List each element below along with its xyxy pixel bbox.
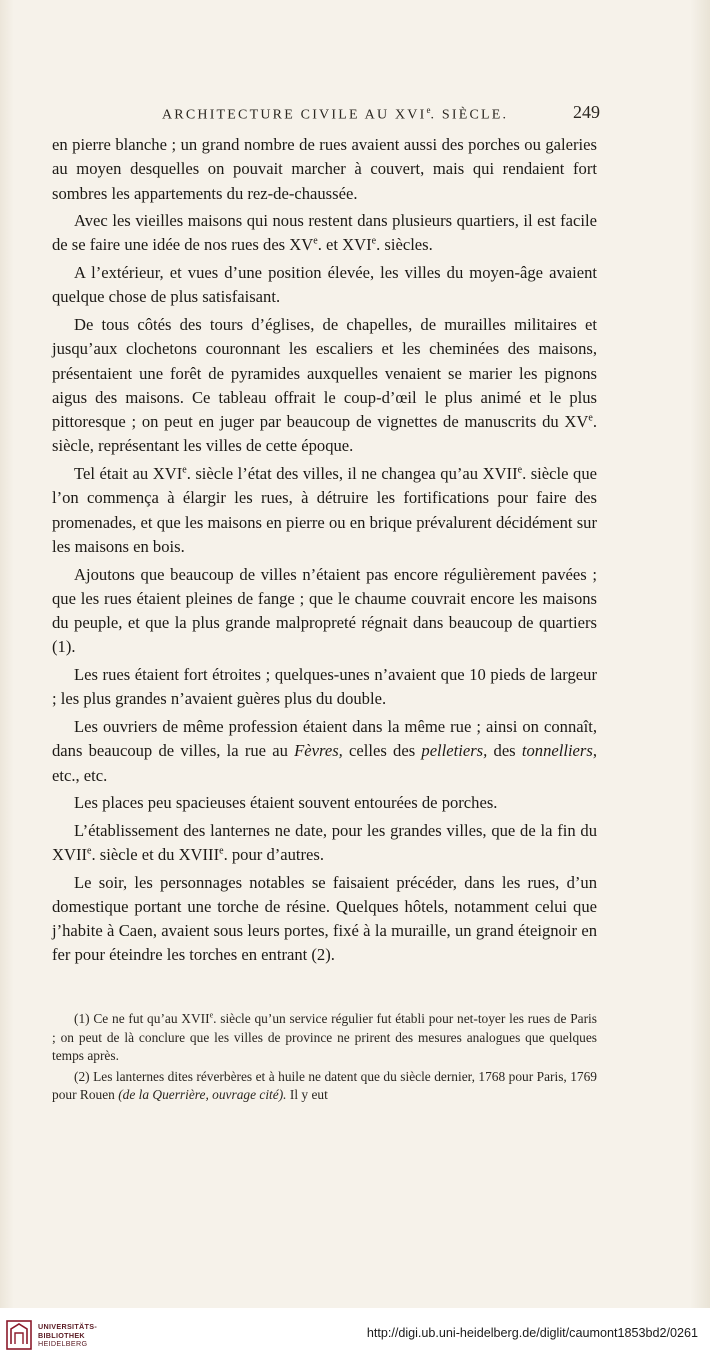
superscript: e: [313, 235, 318, 247]
text-run: Les places peu spacieuses étaient souvent entourées de porches.: [74, 793, 498, 813]
text-run: . siècle et du XVIII: [91, 844, 220, 864]
text-run: . siècles.: [376, 235, 433, 255]
italic-text: tonnelliers: [521, 741, 593, 761]
body-text: [52, 133, 597, 971]
text-run: (2) Les lanternes dites réverbères et à huile ne datent que du siècle dernier, 1768 pour Paris, 1769 pour Rouen: [52, 1068, 597, 1103]
text-run: des: [487, 741, 522, 761]
ub-heidelberg-logo-icon[interactable]: [6, 1320, 32, 1350]
text-run: Les ouvriers de même profession étaient dans la même rue ; ainsi on connaît, dans beaucoup de villes, la rue au: [52, 716, 597, 761]
paragraph: [52, 715, 597, 788]
paragraph: [52, 133, 597, 206]
text-run: . siècle, représentant les villes de cette époque.: [52, 412, 597, 456]
library-name: [38, 1323, 97, 1349]
footnote: [52, 1068, 597, 1105]
superscript: e: [371, 235, 377, 247]
paragraph: [52, 563, 597, 660]
text-run: Avec les vieilles maisons qui nous restent dans plusieurs quartiers, il est facile de se faire une idée de nos rues des XV: [52, 211, 597, 255]
running-header: [52, 102, 600, 129]
text-run: . siècle que l’on commença à élargir les rues, à détruire les fortifications pour faire des promenades, et que les maisons en pierre ou en brique prévalurent décidément sur les maisons en bois.: [52, 464, 597, 556]
paragraph: [52, 261, 597, 310]
text-run: . et XVI: [317, 235, 372, 255]
library-name-line3: HEIDELBERG: [38, 1339, 88, 1348]
text-run: . siècle l’état des villes, il ne changea qu’au XVII: [186, 464, 518, 484]
superscript: e: [209, 1010, 214, 1020]
text-run: Les rues étaient fort étroites ; quelques-unes n’avaient que 10 pieds de largeur ; les plus grandes n’avaient guères plus du double.: [52, 665, 597, 709]
text-run: Tel était au XVI: [74, 464, 183, 484]
italic-text: (de la Querrière, ouvrage cité).: [118, 1087, 287, 1103]
library-name-line2: BIBLIOTHEK: [38, 1330, 85, 1340]
running-title: ARCHITECTURE CIVILE AU XVIe. SIÈCLE.: [162, 105, 509, 123]
paragraph: [52, 663, 597, 712]
italic-text: Fèvres,: [294, 741, 343, 761]
page-number: 249: [573, 102, 600, 122]
text-run: , etc., etc.: [52, 741, 597, 785]
text-run: Il y eut: [286, 1087, 328, 1103]
superscript: e: [588, 412, 593, 424]
italic-text: pelletiers,: [421, 741, 488, 761]
text-run: L’établissement des lanternes ne date, pour les grandes villes, que de la fin du XVII: [52, 820, 597, 864]
text-run: De tous côtés des tours d’églises, de chapelles, de murailles militaires et jusqu’aux clochetons couronnant les escaliers et les cheminées des maisons, présentaient une forêt de pyramides auxquelles venaient se marier les pignons aigus des maisons. Ce tableau offrait le coup-d’œil le plus animé et le plus pittoresque ; on peut en juger par beaucoup de vignettes de manuscrits du XV: [52, 314, 597, 432]
paragraph: [52, 313, 597, 459]
library-name-line1: UNIVERSITÄTS-: [38, 1322, 98, 1331]
footnotes: [52, 1010, 597, 1107]
superscript: e: [87, 845, 92, 857]
text-run: (1) Ce ne fut qu’au XVII: [74, 1011, 210, 1026]
superscript: e: [517, 464, 523, 476]
paragraph: [52, 871, 597, 968]
paragraph: [52, 209, 597, 258]
paragraph: [52, 791, 597, 815]
paragraph: [52, 819, 597, 868]
text-run: A l’extérieur, et vues d’une position élevée, les villes du moyen-âge avaient quelque chose de plus satisfaisant.: [52, 263, 597, 307]
footnote: [52, 1010, 597, 1066]
superscript: e: [219, 845, 224, 857]
text-run: en pierre blanche ; un grand nombre de rues avaient aussi des porches ou galeries au moyen desquelles on pouvait marcher à couvert, mais qui rendaient fort sombres les appartements du rez-de-chaussée.: [52, 135, 597, 203]
text-run: . siècle qu’un service régulier fut établi pour net-toyer les rues de Paris ; on peut de là conclure que les villes de province ne prirent des mesures analogues que quelques temps après.: [52, 1011, 597, 1064]
text-run: Ajoutons que beaucoup de villes n’étaient pas encore régulièrement pavées ; que les rues étaient pleines de fange ; que le chaume couvrait encore les maisons du peuple, et que la plus grande malpropreté régnait dans beaucoup de quartiers (1).: [52, 564, 597, 657]
superscript: e: [182, 464, 187, 476]
text-run: Le soir, les personnages notables se faisaient précéder, dans les rues, d’un domestique portant une torche de résine. Quelques hôtels, notamment celui que j’habite à Caen, avaient sous leurs portes, fixé à la muraille, un grand éteignoir en fer pour éteindre les torches en entrant (2).: [52, 872, 597, 965]
text-run: . pour d’autres.: [223, 844, 325, 864]
text-run: celles des: [342, 741, 422, 761]
permalink-url[interactable]: http://digi.ub.uni-heidelberg.de/diglit/caumont1853bd2/0261: [366, 1326, 698, 1340]
paragraph: [52, 462, 597, 559]
